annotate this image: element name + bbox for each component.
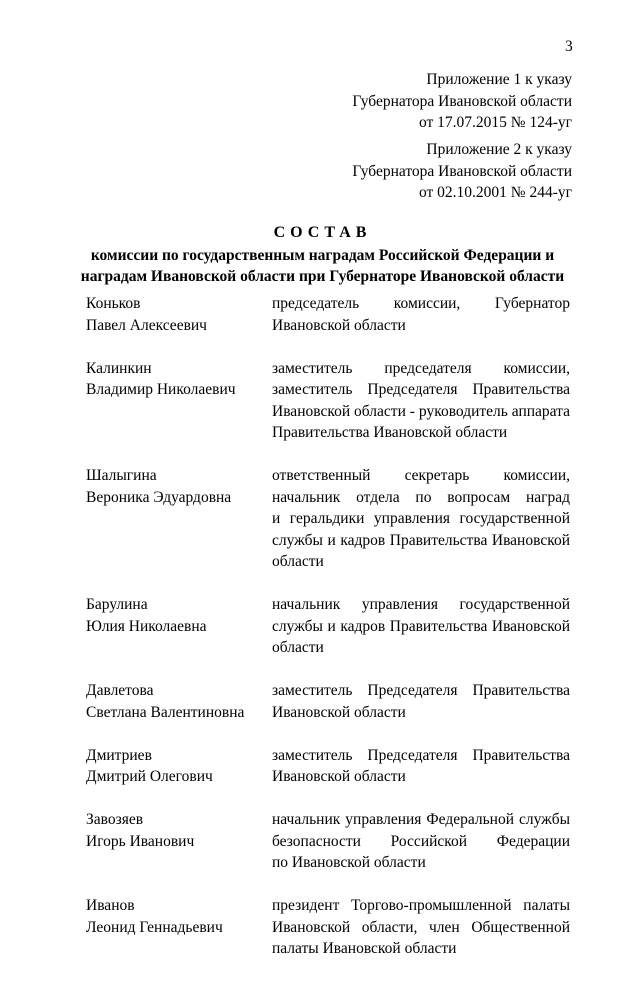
annex-1-line-2: Губернатора Ивановской области xyxy=(352,92,572,110)
document-title-block xyxy=(70,222,575,288)
document-title: СОСТАВ xyxy=(273,224,372,241)
member-given-names: Дмитрий Олегович xyxy=(86,768,213,785)
member-surname: Давлетова xyxy=(86,682,154,699)
document-subtitle-line-1: комиссии по государственным наградам Российской Федерации и xyxy=(90,246,555,264)
member-position-line: Ивановской области - руководитель аппарата xyxy=(272,402,570,420)
member-position-line: Ивановской области xyxy=(272,316,406,334)
member-position-line: заместитель председателя комиссии, xyxy=(272,359,570,377)
annex-1-line-3: от 17.07.2015 № 124-уг xyxy=(418,114,572,131)
member-position-line: области xyxy=(272,553,324,570)
member-given-names: Павел Алексеевич xyxy=(86,316,207,334)
annex-2-reference xyxy=(352,139,572,204)
member-surname: Завозяев xyxy=(86,811,144,828)
member-position-line: службы и кадров Правительства Ивановской xyxy=(272,617,570,635)
member-name xyxy=(86,358,272,444)
member-given-names: Леонид Геннадьевич xyxy=(86,918,223,936)
member-position-line: ответственный секретарь комиссии, xyxy=(272,467,570,484)
member-given-names: Юлия Николаевна xyxy=(86,617,207,635)
member-name xyxy=(86,809,272,874)
member-surname: Иванов xyxy=(86,897,135,914)
member-name xyxy=(86,465,272,573)
member-surname: Калинкин xyxy=(86,359,152,377)
page-number: 3 xyxy=(565,38,573,55)
member-position-line: заместитель Председателя Правительства xyxy=(272,746,570,764)
member-position-line: Ивановской области xyxy=(272,768,406,785)
member-surname: Коньков xyxy=(86,295,141,312)
member-position-line: Ивановской области, член Общественной xyxy=(272,918,570,936)
member-row xyxy=(86,358,570,444)
member-position xyxy=(272,680,570,723)
member-position-line: и геральдики управления государственной xyxy=(272,510,570,527)
member-position-line: по Ивановской области xyxy=(272,854,426,871)
member-position-line: службы и кадров Правительства Ивановской xyxy=(272,531,570,549)
member-position-line: Ивановской области xyxy=(272,703,406,721)
member-position-line: Правительства Ивановской области xyxy=(272,424,508,441)
member-position xyxy=(272,465,570,573)
member-given-names: Владимир Николаевич xyxy=(86,381,236,398)
member-row xyxy=(86,465,570,573)
member-row xyxy=(86,745,570,788)
member-position-line: области xyxy=(272,639,324,656)
annex-2-line-2: Губернатора Ивановской области xyxy=(352,162,572,180)
annex-2-line-3: от 02.10.2001 № 244-уг xyxy=(418,184,572,201)
member-given-names: Игорь Иванович xyxy=(86,832,195,850)
document-subtitle-line-2: наградам Ивановской области при Губернаторе Ивановской области xyxy=(80,268,565,285)
member-name xyxy=(86,293,272,336)
member-position-line: начальник управления Федеральной службы xyxy=(272,811,570,828)
annex-1-reference xyxy=(352,69,572,134)
member-position-line: заместитель Председателя Правительства xyxy=(272,381,570,398)
member-row xyxy=(86,594,570,659)
member-surname: Шалыгина xyxy=(86,467,157,484)
member-position-line: палаты Ивановской области xyxy=(272,940,457,957)
member-position-line: заместитель Председателя Правительства xyxy=(272,682,570,699)
member-row xyxy=(86,809,570,874)
member-row xyxy=(86,680,570,723)
member-position xyxy=(272,745,570,788)
member-name xyxy=(86,680,272,723)
member-row xyxy=(86,293,570,336)
member-surname: Барулина xyxy=(86,596,148,613)
annex-1-line-1: Приложение 1 к указу xyxy=(426,71,572,88)
annex-2-line-1: Приложение 2 к указу xyxy=(426,141,572,158)
member-name xyxy=(86,745,272,788)
member-position-line: безопасности Российской Федерации xyxy=(272,832,570,850)
member-given-names: Светлана Валентиновна xyxy=(86,703,245,721)
member-position xyxy=(272,809,570,874)
member-position-line: начальник управления государственной xyxy=(272,596,570,613)
member-position-line: начальник отдела по вопросам наград xyxy=(272,488,570,506)
commission-members-list xyxy=(86,293,570,981)
member-surname: Дмитриев xyxy=(86,746,152,764)
member-name xyxy=(86,594,272,659)
member-position xyxy=(272,594,570,659)
member-position-line: президент Торгово-промышленной палаты xyxy=(272,897,570,914)
member-given-names: Вероника Эдуардовна xyxy=(86,488,232,506)
member-position xyxy=(272,293,570,336)
member-position-line: председатель комиссии, Губернатор xyxy=(272,295,570,312)
member-position xyxy=(272,358,570,444)
